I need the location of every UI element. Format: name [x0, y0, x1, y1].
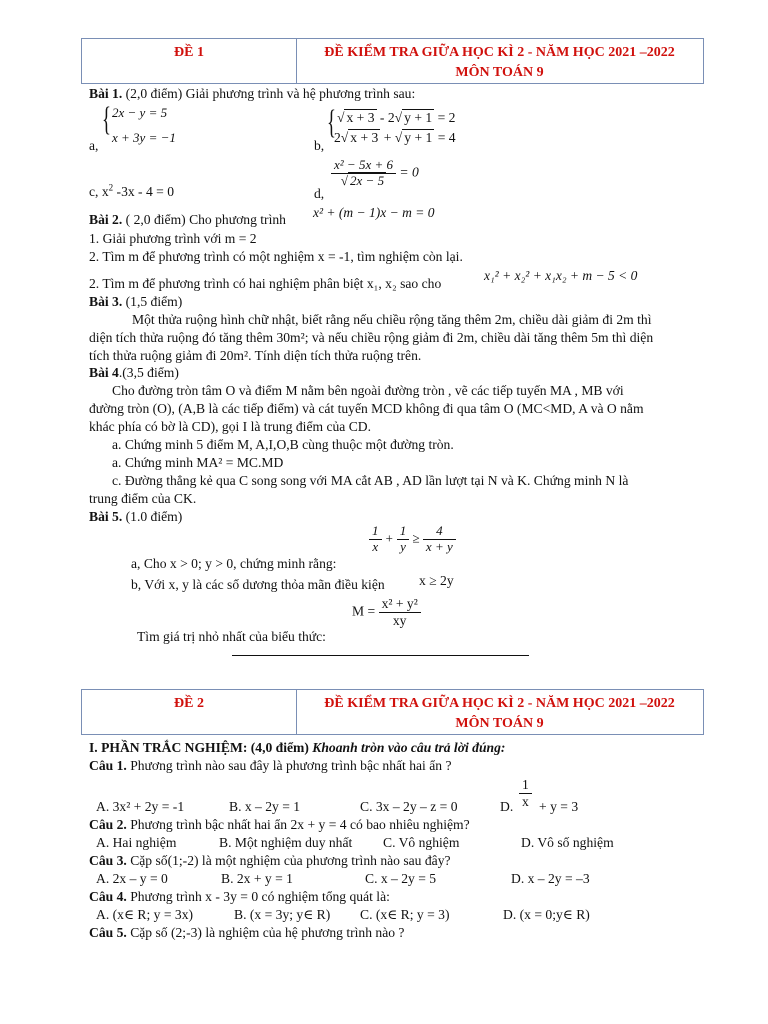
- cau2-option-b[interactable]: B. Một nghiệm duy nhất: [219, 835, 353, 850]
- cau4-option-d[interactable]: D. (x = 0;y∈ R): [503, 907, 590, 922]
- bai1-heading: [89, 86, 415, 102]
- exam-header-2: [81, 689, 704, 735]
- bai1-d-equation: $\frac{\text{x² − 5x + 6}}{√ 2x - 5}$ = 0: [331, 158, 419, 189]
- cau1-option-d-fraction: $\frac{1}{x}$: [519, 777, 532, 809]
- bai1-b-eq2: 2√ x + 3 + √ y + 1 = 4: [334, 130, 456, 145]
- cau3-option-d[interactable]: D. x – 2y = –3: [511, 871, 590, 886]
- bai2-line-1: 1. Giải phương trình với m = 2: [89, 231, 257, 246]
- bai2-equation: x² + (m − 1)x − m = 0: [313, 205, 435, 220]
- cau3-option-c[interactable]: C. x – 2y = 5: [365, 871, 437, 886]
- cau4-option-c[interactable]: C. (x∈ R; y = 3): [360, 907, 450, 922]
- bai3-para-1: Một thửa ruộng hình chữ nhật, biết rằng nếu chiều rộng tăng thêm 2m, chiều dài giảm đi 2m thì: [132, 312, 652, 327]
- bai1-a-eq1: 2x − y = 5: [112, 105, 168, 120]
- exam-title: ĐỀ KIỂM TRA GIỮA HỌC KÌ 2 - NĂM HỌC 2021 –2022: [324, 45, 675, 60]
- cau3-question: Câu 3. Cặp số(1;-2) là một nghiệm của phương trình nào sau đây?: [89, 853, 451, 868]
- bai1-a-label: a,: [89, 138, 99, 153]
- cau1-question: Câu 1. Phương trình nào sau đây là phương trình bậc nhất hai ẩn ?: [89, 758, 452, 773]
- bai5-b: b, Với x, y là các số dương thỏa mãn điều kiện: [131, 577, 385, 592]
- bai1-title: Bài 1.: [89, 86, 123, 101]
- cau1-option-d-rest: + y = 3: [539, 799, 579, 814]
- bai4-para-1: Cho đường tròn tâm O và điểm M nằm bên ngoài đường tròn , vẽ các tiếp tuyến MA , MB với: [112, 383, 624, 398]
- bai5-m-expression: M = $\frac{\text{x² + y²}}{xy}$: [352, 596, 421, 628]
- exam-number: ĐỀ 1: [174, 45, 204, 60]
- bai2-line-3: 2. Tìm m để phương trình có hai nghiệm phân biệt x₁, x₂ sao cho: [89, 276, 442, 291]
- bai3-para-3: tích thửa ruộng giảm đi 20m². Tính diện tích thửa ruộng trên.: [89, 348, 422, 363]
- bai5-c: Tìm giá trị nhỏ nhất của biểu thức:: [137, 629, 326, 644]
- cau3-option-a[interactable]: A. 2x – y = 0: [96, 871, 168, 886]
- cau5-question: Câu 5. Cặp số (2;-3) là nghiệm của hệ phương trình nào ?: [89, 925, 405, 940]
- bai2-line-2: 2. Tìm m để phương trình có một nghiệm x = -1, tìm nghiệm còn lại.: [89, 249, 463, 264]
- exam-title: ĐỀ KIỂM TRA GIỮA HỌC KÌ 2 - NĂM HỌC 2021 –2022: [324, 696, 675, 711]
- bai1-d-label: d,: [314, 186, 325, 201]
- bai4-item-a1: a. Chứng minh 5 điểm M, A,I,O,B cùng thuộc một đường tròn.: [112, 437, 454, 452]
- bai3-para-2: diện tích thửa ruộng đó tăng thêm 30m²; và nếu chiều rộng giảm đi 2m, chiều dài tăng thêm 5m thì diện: [89, 330, 654, 345]
- cau4-option-a[interactable]: A. (x∈ R; y = 3x): [96, 907, 194, 922]
- exam-subject: MÔN TOÁN 9: [455, 716, 544, 731]
- bai2-heading: Bài 2. ( 2,0 điểm) Cho phương trình: [89, 212, 286, 227]
- cau4-question: Câu 4. Phương trình x - 3y = 0 có nghiệm tổng quát là:: [89, 889, 390, 904]
- bai5-b-condition: x ≥ 2y: [419, 573, 454, 588]
- bai1-b-label: b,: [314, 138, 325, 153]
- exam-header-1: [81, 38, 704, 84]
- exam-subject: MÔN TOÁN 9: [455, 65, 544, 80]
- cau4-option-b[interactable]: B. (x = 3y; y∈ R): [234, 907, 331, 922]
- brace-a: {: [102, 101, 111, 138]
- bai4-para-3: khác phía có bờ là CD), gọi I là trung điểm của CD.: [89, 419, 372, 434]
- bai5-heading: Bài 5. (1.0 điểm): [89, 509, 183, 524]
- bai1-c: c, $x^2$ -3x - 4 = 0: [89, 182, 175, 199]
- cau1-option-a[interactable]: A. 3x² + 2y = -1: [96, 799, 185, 814]
- bai4-item-c2: trung điểm của CK.: [89, 491, 197, 506]
- bai1-desc: (2,0 điểm) Giải phương trình và hệ phương trình sau:: [125, 86, 416, 101]
- section-divider: [232, 655, 529, 656]
- bai4-item-a2: a. Chứng minh MA² = MC.MD: [112, 455, 284, 470]
- bai4-para-2: đường tròn (O), (A,B là các tiếp điểm) và cát tuyến MCD không đi qua tâm O (MC<MD, A và O nằm: [89, 401, 644, 416]
- part1-heading: I. PHẦN TRẮC NGHIỆM: (4,0 điểm) Khoanh tròn vào câu trả lời đúng:: [89, 740, 506, 755]
- bai1-b-eq1: √ x + 3 - 2√ y + 1 = 2: [337, 110, 456, 125]
- bai5-a: a, Cho x > 0; y > 0, chứng minh rằng:: [131, 556, 337, 571]
- bai4-heading: Bài 4.(3,5 điểm): [89, 365, 179, 380]
- cau1-option-b[interactable]: B. x – 2y = 1: [229, 799, 301, 814]
- cau2-option-d[interactable]: D. Vô số nghiệm: [521, 835, 614, 850]
- exam-number: ĐỀ 2: [174, 696, 204, 711]
- cau1-option-d[interactable]: D.: [500, 799, 514, 814]
- bai2-condition: x₁² + x₂² + x₁x₂ + m − 5 < 0: [484, 268, 638, 283]
- bai1-a-eq2: x + 3y = −1: [112, 130, 176, 145]
- bai5-inequality: $\frac{1}{x}$ + $\frac{1}{y}$ ≥ $\frac{4}{x + y}$: [369, 524, 456, 555]
- cau1-option-c[interactable]: C. 3x – 2y – z = 0: [360, 799, 458, 814]
- cau2-question: Câu 2. Phương trình bậc nhất hai ẩn 2x + y = 4 có bao nhiêu nghiệm?: [89, 817, 470, 832]
- cau3-option-b[interactable]: B. 2x + y = 1: [221, 871, 293, 886]
- cau2-option-a[interactable]: A. Hai nghiệm: [96, 835, 177, 850]
- bai3-heading: Bài 3. (1,5 điểm): [89, 294, 183, 309]
- brace-b: {: [327, 104, 336, 141]
- bai4-item-c1: c. Đường thẳng kẻ qua C song song với MA cắt AB , AD lần lượt tại N và K. Chứng minh N là: [112, 473, 629, 488]
- cau2-option-c[interactable]: C. Vô nghiệm: [383, 835, 460, 850]
